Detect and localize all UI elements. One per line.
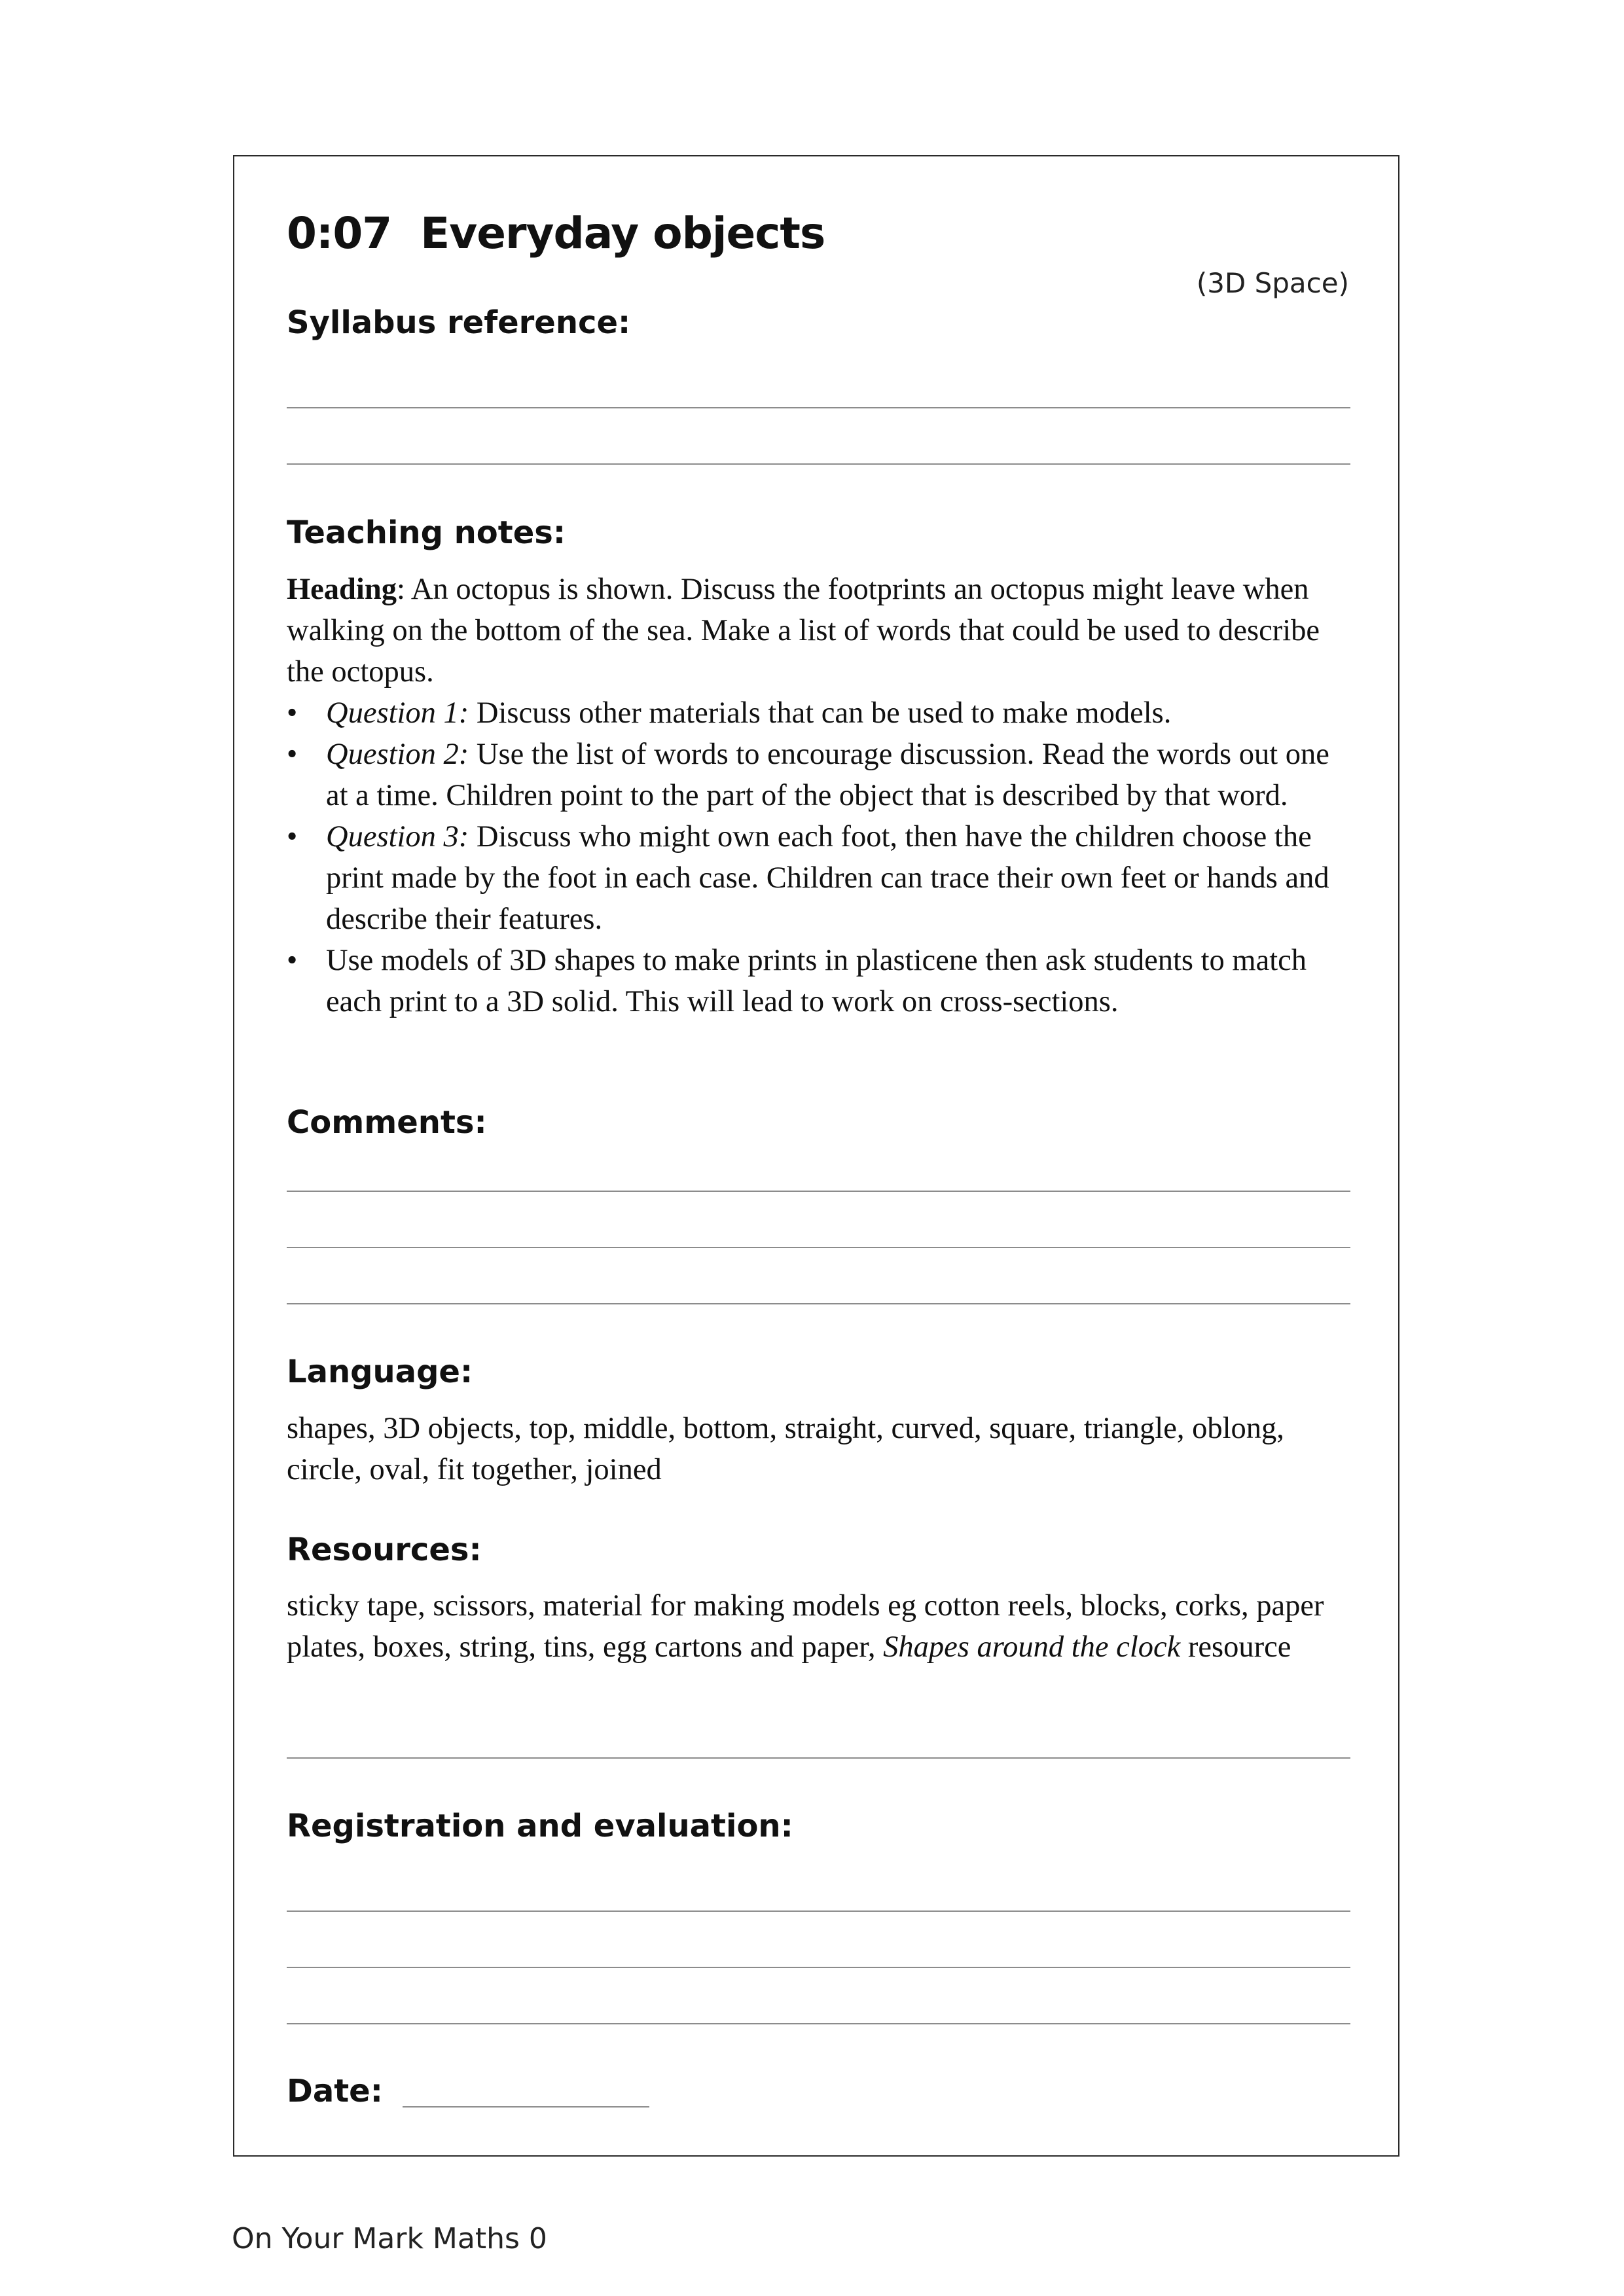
comments-line-3 (287, 1303, 1350, 1304)
registration-line-2 (287, 1967, 1350, 1968)
list-item (287, 734, 1354, 816)
language-text: shapes, 3D objects, top, middle, bottom, straight, curved, square, triangle, oblong, circle, oval, fit together, joined (287, 1412, 1284, 1486)
comments-line-1 (287, 1191, 1350, 1192)
question-text: Discuss who might own each foot, then have the children choose the print made by the foot in each case. Children can trace their own feet or hands and describe their features. (326, 820, 1329, 936)
syllabus-line-2 (287, 463, 1350, 465)
resources-line (287, 1757, 1350, 1759)
syllabus-heading: Syllabus reference: (287, 304, 631, 341)
list-item (287, 692, 1354, 734)
list-item (287, 940, 1354, 1022)
teaching-notes-body (287, 569, 1354, 1022)
bullet: • (287, 696, 298, 730)
registration-heading: Registration and evaluation: (287, 1808, 793, 1844)
footer-text: On Your Mark Maths 0 (232, 2222, 547, 2255)
strand-label: (3D Space) (1196, 267, 1349, 299)
resources-heading: Resources: (287, 1532, 482, 1568)
bullet: • (287, 944, 298, 977)
date-field-line[interactable] (403, 2106, 649, 2108)
heading-note-text: : An octopus is shown. Discuss the footprints an octopus might leave when walking on the bottom of the sea. Make a list of words that could be used to describe the octopus. (287, 573, 1320, 689)
worksheet-frame (233, 155, 1399, 2157)
resources-tail: resource (1180, 1630, 1291, 1664)
question-text: Discuss other materials that can be used to make models. (469, 696, 1172, 730)
heading-note-label: Heading (287, 573, 397, 606)
page-title: 0:07 Everyday objects (287, 208, 825, 259)
question-label: Question 1: (326, 696, 469, 730)
heading-note (287, 569, 1354, 692)
resources-text (287, 1585, 1354, 1668)
question-label: Question 3: (326, 820, 469, 853)
date-label: Date: (287, 2073, 383, 2109)
language-heading: Language: (287, 1354, 473, 1390)
question-text: Use the list of words to encourage discussion. Read the words out one at a time. Children point to the part of the object that is described by that word. (326, 738, 1329, 812)
registration-line-3 (287, 2023, 1350, 2024)
note-text: Use models of 3D shapes to make prints in plasticene then ask students to match each print to a 3D solid. This will lead to work on cross-sections. (326, 944, 1307, 1018)
bullet: • (287, 738, 298, 771)
resources-list: sticky tape, scissors, material for making models eg cotton reels, blocks, corks, paper plates, boxes, string, tins, egg cartons and paper, (287, 1589, 1324, 1664)
comments-heading: Comments: (287, 1104, 487, 1141)
teaching-notes-heading: Teaching notes: (287, 514, 566, 551)
syllabus-line-1 (287, 407, 1350, 408)
comments-line-2 (287, 1247, 1350, 1248)
question-label: Question 2: (326, 738, 469, 771)
teaching-notes-list (287, 692, 1354, 1022)
bullet: • (287, 820, 298, 853)
registration-line-1 (287, 1910, 1350, 1912)
resources-title: Shapes around the clock (883, 1630, 1181, 1664)
list-item (287, 816, 1354, 940)
